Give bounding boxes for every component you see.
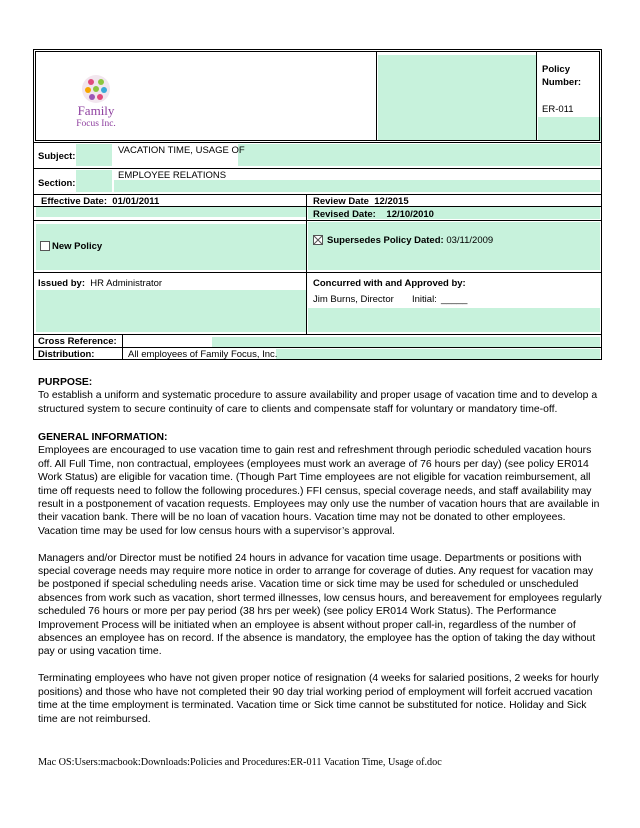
new-policy-label: New Policy	[52, 241, 103, 252]
grid-line	[306, 194, 307, 334]
revised-date-value: 12/10/2010	[386, 209, 434, 220]
supersedes-value: 03/11/2009	[446, 235, 494, 246]
general-paragraph-2: Managers and/or Director must be notified 24 hours in advance for vacation time usage. Departments or positions with special coverage needs may require more notice in order to arrange for coverage of duties. Any request for vacation may be postponed if special scheduling needs arise. Vacation time or sick time may be used for scheduled or unscheduled absences from work such as vacation, short termed illnesses, low census hours, and bereavement for employees regularly scheduled 76 hours or more per pay period (38 hrs per week) (see policy ER014 Work Status). The Performance Improvement Process will be initiated when an employee is absent without proper call-in, regardless of the number of absences an employee has on record. If the absence is mandatory, the employee has the option of taking the day without pay or using vacation time.	[38, 552, 602, 658]
section-value: EMPLOYEE RELATIONS	[118, 170, 227, 180]
file-path-footer: Mac OS:Users:macbook:Downloads:Policies and Procedures:ER-011 Vacation Time, Usage of.doc	[38, 757, 442, 768]
initial-value[interactable]: _____	[441, 294, 468, 305]
revised-date-label: Revised Date: 12/10/2010	[313, 209, 434, 220]
general-paragraph-1: Employees are encouraged to use vacation time to gain rest and refreshment through periodic scheduled vacation hours off. All Full Time, non contractual, employees (employees must work an average of 76 hours per day) (see policy ER014 Work Status) are eligible for vacation time. (Though Part Time employees are not eligible for vacation reimbursement, all time off requests need to follow the following procedures.) FFI census, special coverage needs, and staff availability may result in a postponement of vacation requests. Employees may only use the number of vacation hours that are available in their vacation bank. There will be no loan of vacation hours. Vacation time may not be donated to other employees. Vacation time may be used for low census hours with a supervisor’s approval.	[38, 445, 600, 537]
subject-value: VACATION TIME, USAGE OF	[118, 145, 245, 156]
purpose-text: To establish a uniform and systematic procedure to assure availability and proper usage of vacation time and to develop a structured system to secure continuity of care to clients and compensate staff for voluntary or mandatory time-off.	[38, 390, 598, 415]
cross-reference-label: Cross Reference:	[38, 336, 117, 347]
distribution-label: Distribution:	[38, 349, 95, 360]
effective-date-value: 01/01/2011	[112, 196, 160, 207]
policy-number-label: Policy	[542, 64, 570, 75]
purpose-heading: PURPOSE:	[38, 377, 93, 388]
family-circle-logo-icon	[81, 74, 111, 104]
purpose-section	[38, 376, 606, 416]
grid-line	[376, 51, 377, 141]
grid-line	[33, 347, 602, 348]
company-logo	[60, 72, 132, 134]
grid-line	[33, 142, 602, 143]
issued-by-value: HR Administrator	[90, 278, 163, 289]
subject-label: Subject:	[38, 151, 76, 162]
logo-name: Family	[77, 103, 115, 118]
supersedes-label: Supersedes Policy Dated: 03/11/2009	[327, 235, 494, 246]
new-policy-checkbox[interactable]	[40, 241, 50, 251]
review-date-value: 12/2015	[374, 196, 409, 207]
distribution-value: All employees of Family Focus, Inc.	[128, 349, 278, 360]
grid-line	[33, 194, 602, 195]
grid-line	[122, 334, 123, 360]
issued-by-label: Issued by: HR Administrator	[38, 278, 163, 289]
supersedes-checkbox[interactable]	[313, 235, 323, 245]
general-heading: GENERAL INFORMATION:	[38, 432, 168, 443]
general-paragraph-3: Terminating employees who have not given proper notice of resignation (4 weeks for salaried positions, 2 weeks for hourly positions) and those who have not completed their 90 day trial working period of employment will forfeit accrued vacation time at the time employment is terminated. Vacation time or Sick time cannot be substituted for notice. Holiday and Sick time are not reimbursed.	[38, 673, 599, 725]
approver-name: Jim Burns, Director	[313, 294, 394, 305]
logo-subname: Focus Inc.	[76, 119, 116, 129]
grid-line	[33, 168, 602, 169]
grid-line	[33, 272, 602, 273]
grid-line	[33, 220, 602, 221]
grid-line	[33, 334, 602, 335]
effective-date-label: Effective Date: 01/01/2011	[41, 196, 160, 207]
checkbox-x-icon	[314, 236, 322, 244]
initial-label: Initial:	[412, 294, 437, 305]
section-label: Section:	[38, 178, 76, 189]
grid-line	[536, 51, 537, 141]
general-section	[38, 431, 606, 726]
review-date-label: Review Date 12/2015	[313, 196, 409, 207]
policy-number-value: ER-011	[542, 104, 574, 115]
policy-number-label-2: Number:	[542, 77, 582, 88]
approval-label: Concurred with and Approved by:	[313, 278, 466, 289]
